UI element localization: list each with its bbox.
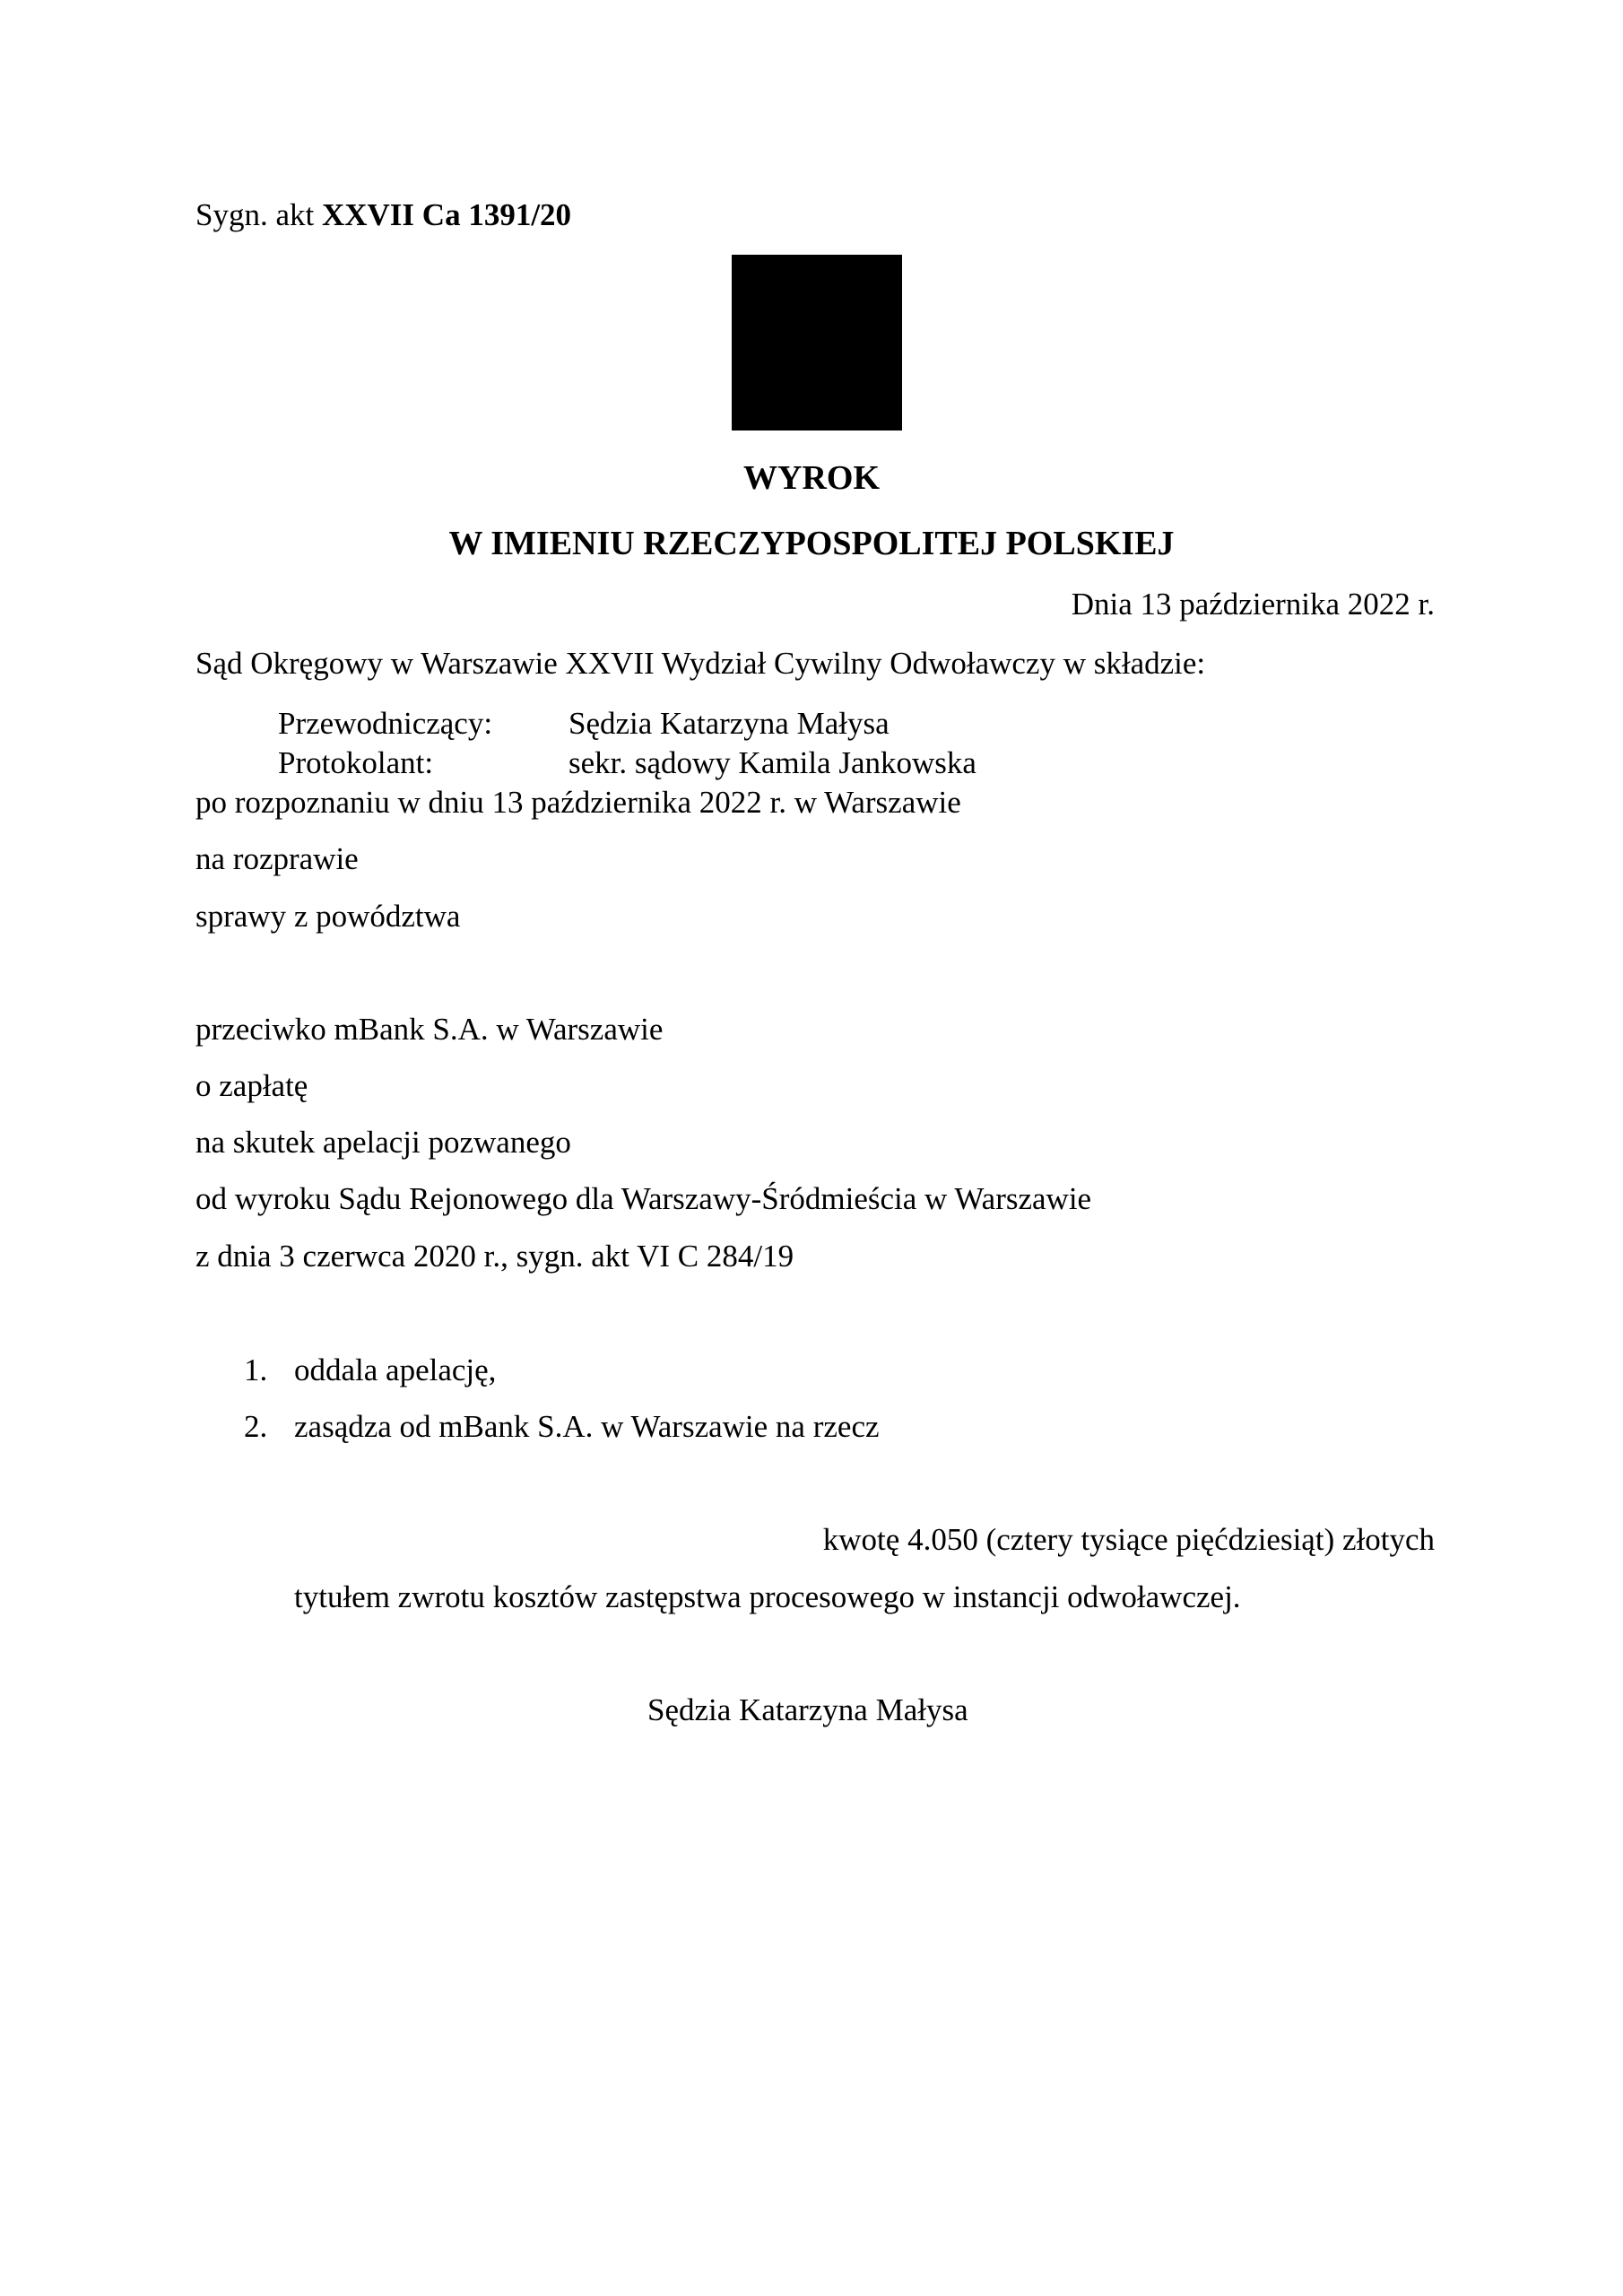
amount-purpose-line: tytułem zwrotu kosztów zastępstwa procesowego w instancji odwoławczej.: [294, 1579, 1241, 1614]
clerk-name: sekr. sądowy Kamila Jankowska: [568, 745, 976, 780]
hearing-line: po rozpoznaniu w dniu 13 października 2022 r. w Warszawie: [195, 785, 961, 820]
lower-court-line: od wyroku Sądu Rejonowego dla Warszawy-Śródmieścia w Warszawie: [195, 1181, 1092, 1216]
chair-name: Sędzia Katarzyna Małysa: [568, 706, 890, 741]
clerk-label: Protokolant:: [278, 745, 434, 780]
lower-court-date-line: z dnia 3 czerwca 2020 r., sygn. akt VI C 284/19: [195, 1239, 794, 1274]
case-subject-intro: sprawy z powództwa: [195, 899, 461, 934]
appeal-line: na skutek apelacji pozwanego: [195, 1125, 571, 1160]
judgment-subtitle: W IMIENIU RZECZYPOSPOLITEJ POLSKIEJ: [448, 525, 1175, 562]
ruling-text: zasądza od mBank S.A. w Warszawie na rzecz: [294, 1409, 880, 1444]
case-signature-prefix: Sygn. akt: [195, 197, 315, 232]
ruling-number: 1.: [244, 1352, 268, 1387]
hearing-type: na rozprawie: [195, 841, 359, 876]
case-signature: [195, 199, 571, 230]
amount-line: kwotę 4.050 (cztery tysiące pięćdziesiąt) złotych: [822, 1522, 1435, 1557]
emblem-redaction: [732, 255, 902, 430]
ruling-text: oddala apelację,: [294, 1352, 497, 1387]
claim-type: o zapłatę: [195, 1068, 308, 1103]
judgment-title: WYROK: [743, 459, 880, 497]
judgment-date: Dnia 13 października 2022 r.: [1071, 587, 1435, 622]
chair-label: Przewodniczący:: [278, 706, 493, 741]
ruling-number: 2.: [244, 1409, 268, 1444]
judge-signature: Sędzia Katarzyna Małysa: [647, 1692, 968, 1727]
court-composition-intro: Sąd Okręgowy w Warszawie XXVII Wydział Cywilny Odwoławczy w składzie:: [195, 646, 1206, 681]
defendant-line: przeciwko mBank S.A. w Warszawie: [195, 1012, 664, 1047]
case-signature-number: XXVII Ca 1391/20: [321, 197, 572, 232]
